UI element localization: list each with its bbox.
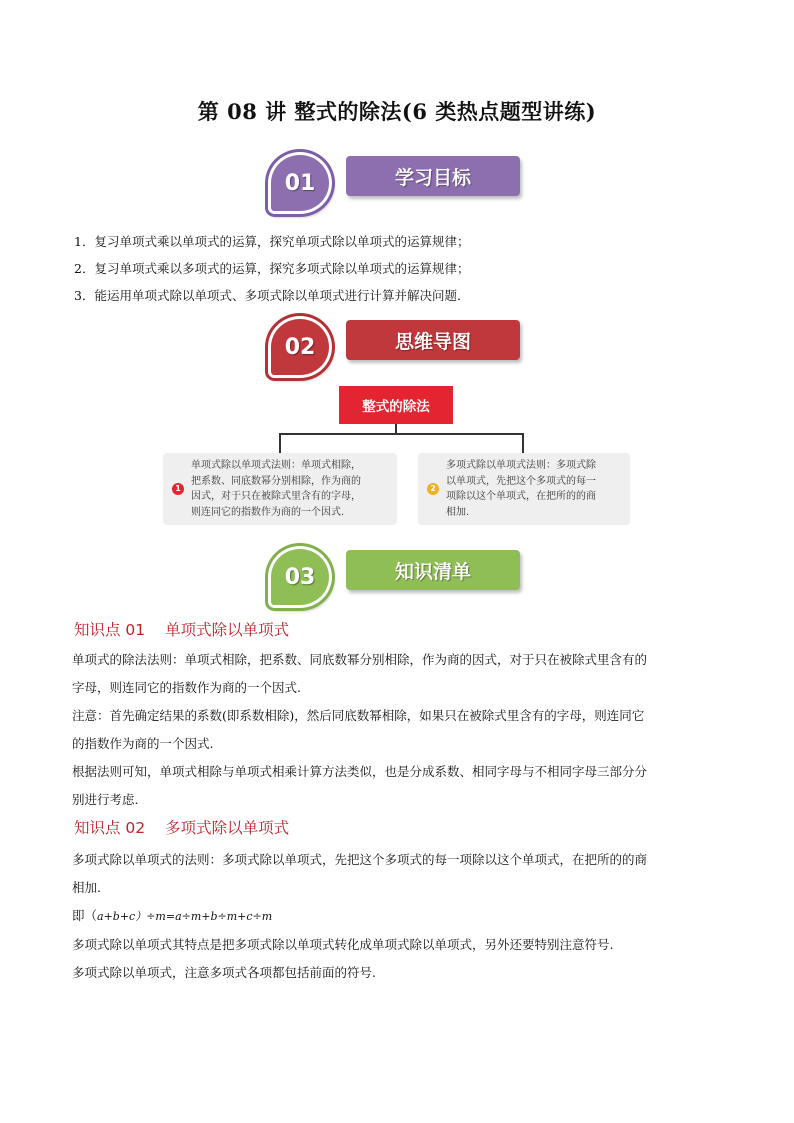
section-label: 思维导图 [346,320,520,360]
division-formula: a+b+c）÷m=a÷m+b÷m+c÷m [97,910,273,923]
body-line: 单项式的除法法则：单项式相除，把系数、同底数幂分别相除，作为商的因式，对于只在被除式里含有的 [72,652,648,667]
section-number-badge: 01 [268,152,332,214]
goal-item: 3．能运用单项式除以单项式、多项式除以单项式进行计算并解决问题． [74,288,470,303]
branch-text-line: 单项式除以单项式法则：单项式相除， [191,460,361,471]
branch-text-line: 项除以这个单项式，在把所的的商 [446,491,596,502]
knowledge-point-number: 知识点 01 [74,621,146,639]
body-line: 根据法则可知，单项式相除与单项式相乘计算方法类似，也是分成系数、相同字母与不相同字母三部分分 [72,764,648,779]
section-number-badge: 02 [268,316,332,378]
formula-line [72,902,724,931]
section-label: 知识清单 [346,550,520,590]
branch-text-line: 以单项式，先把这个多项式的每一 [446,475,596,487]
body-line: 多项式除以单项式的法则：多项式除以单项式，先把这个多项式的每一项除以这个单项式，在把所的的商 [72,852,648,867]
goal-item: 2．复习单项式乘以多项式的运算，探究多项式除以单项式的运算规律； [74,261,470,276]
formula-prefix: 即（ [72,908,98,923]
section-label: 学习目标 [346,156,520,196]
body-line: 注意：首先确定结果的系数(即系数相除)，然后同底数幂相除，如果只在被除式里含有的字母，则连同它 [72,708,645,723]
branch-text-line: 因式，对于只在被除式里含有的字母， [191,491,361,502]
connector-line [395,424,397,433]
mindmap-root: 整式的除法 [339,386,453,424]
body-line: 字母，则连同它的指数作为商的一个因式. [72,680,301,695]
page-title: 第 08 讲 整式的除法(6 类热点题型讲练) [197,99,597,124]
branch-text-line: 多项式除以单项式法则：多项式除 [446,460,596,471]
branch-text-line: 则连同它的指数作为商的一个因式. [191,506,345,518]
section-number-badge: 03 [268,546,332,608]
connector-line [279,433,281,453]
body-line: 的指数作为商的一个因式. [72,736,214,751]
knowledge-point-body [72,846,724,987]
body-line: 相加. [72,880,101,895]
section-banner-knowledge [268,546,524,602]
knowledge-point-heading [74,618,289,640]
goal-item: 1．复习单项式乘以单项式的运算，探究单项式除以单项式的运算规律； [74,234,470,249]
section-banner-goals [268,152,524,208]
branch-text-line: 把系数、同底数幂分别相除，作为商的 [191,475,361,487]
branch-text-line: 相加. [446,506,470,518]
knowledge-point-number: 知识点 02 [74,819,146,837]
learning-goals-list [74,228,734,309]
connector-line [279,433,523,435]
body-line: 多项式除以单项式其特点是把多项式除以单项式转化成单项式除以单项式，另外还要特别注意符号. [72,937,614,952]
knowledge-point-name: 多项式除以单项式 [165,819,290,837]
knowledge-point-name: 单项式除以单项式 [165,621,290,639]
body-line: 别进行考虑. [72,792,139,807]
connector-line [522,433,524,453]
knowledge-point-heading [74,816,289,838]
body-line: 多项式除以单项式，注意多项式各项都包括前面的符号. [72,965,376,980]
mindmap-branch-monomial [163,453,397,525]
number-marker-icon: 2 [427,483,439,495]
mindmap-branch-polynomial [418,453,630,525]
section-banner-mindmap [268,316,524,372]
knowledge-point-body [72,646,724,814]
number-marker-icon: 1 [172,483,184,495]
